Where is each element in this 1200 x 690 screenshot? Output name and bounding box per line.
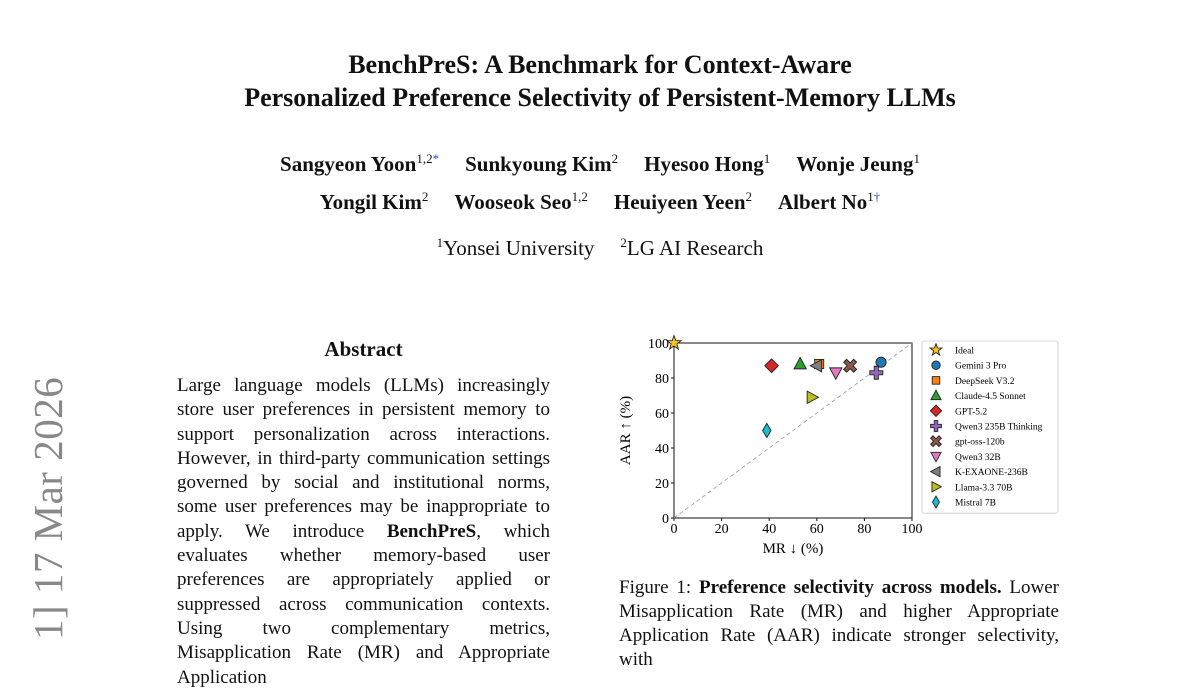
y-axis-label: AAR ↑ (%) [618,395,634,466]
legend-label: Llama-3.3 70B [955,483,1013,494]
figure-label: Figure 1: [619,577,700,598]
y-tick-label: 20 [655,477,669,492]
figure-caption-text: Lower Misapplication Rate (MR) and higher Appropriate Application Rate (AAR) indicate stronger selectivity, with [619,577,1060,670]
abstract-heading: Abstract [324,337,403,361]
author-affiliation-sup: 1,2 [571,189,588,204]
legend-label: Ideal [955,346,974,357]
title-line-2: Personalized Preference Selectivity of Persistent-Memory LLMs [244,83,956,112]
legend-label: Mistral 7B [955,498,996,509]
x-tick-label: 0 [670,522,678,537]
author-name: Sangyeon Yoon [280,152,417,176]
legend-label: gpt-oss-120b [955,437,1005,448]
point-qwen3-235b-thinking [870,366,883,379]
point-qwen3-32b [830,368,842,379]
abstract-text: Large language models (LLMs) increasingly store user preferences in persistent memory to support personalization across interactions. However, in third-party communication settings governed by social and institutional norms, some user preferences may be inappropriate to apply. We introduce [177,375,550,542]
legend-marker [932,377,940,385]
point-gemini-3-pro [876,357,886,367]
author-affiliation-sup: 1 [763,151,771,166]
point-gpt-5-2 [765,359,779,373]
point-claude-4-5-sonnet [794,358,806,369]
title-line-1: BenchPreS: A Benchmark for Context-Aware [348,50,852,79]
author-name: Sunkyoung Kim [465,152,612,176]
author-name: Heuiyeen Yeen [613,190,746,214]
abstract-body [177,374,550,690]
author-affiliation-sup: 1 [913,151,920,166]
y-tick-label: 40 [655,442,669,457]
legend-label: GPT-5.2 [955,407,988,418]
point-llama-3-3-70b [807,391,818,403]
author-affiliation-sup: 2 [611,151,619,166]
affiliations [0,236,1200,261]
author-footnote-mark: * [432,151,440,166]
point-gpt-oss-120b [844,359,857,372]
author-affiliation-sup: 2 [421,189,429,204]
figure-caption [619,576,1059,672]
author-name: Yongil Kim [319,190,422,214]
y-tick-label: 0 [662,512,669,527]
affiliation-name: LG AI Research [626,236,764,260]
affiliation-sup: 1 [436,235,444,250]
legend-label: Qwen3 32B [955,452,1001,463]
affiliation-sup: 2 [620,235,627,250]
legend-marker [932,361,940,369]
x-tick-label: 20 [714,522,729,537]
x-axis-label: MR ↓ (%) [762,541,824,557]
author-affiliation-sup: 1 [867,189,874,204]
author-name: Wonje Jeung [796,152,914,176]
legend-label: Qwen3 235B Thinking [955,422,1043,433]
x-tick-label: 40 [762,522,777,537]
legend-label: Claude-4.5 Sonnet [955,392,1026,403]
abstract-text: , which evaluates whether memory-based user preferences are appropriately applied or suppressed across communication contexts. Using two complementary metrics, Misapplication Rate (MR) and Appropriate Application [177,520,550,688]
x-tick-label: 80 [857,522,872,537]
legend-label: K-EXAONE-236B [955,468,1028,479]
author-name: Hyesoo Hong [644,152,764,176]
authors-row-1 [0,152,1200,177]
abstract-bold: BenchPreS [386,520,477,542]
x-tick-label: 60 [809,522,824,537]
y-tick-label: 60 [655,407,669,422]
author-affiliation-sup: 1,2 [416,151,433,166]
legend-label: Gemini 3 Pro [955,361,1007,372]
affiliation-name: Yonsei University [443,236,595,260]
scatter-chart [612,330,1072,560]
author-footnote-mark: † [873,189,881,204]
legend-label: DeepSeek V3.2 [955,376,1015,387]
point-mistral-7b [763,423,771,437]
y-tick-label: 80 [655,372,669,387]
author-name: Albert No [778,190,868,214]
x-tick-label: 100 [901,522,923,537]
arxiv-stamp: 1] 17 Mar 2026 [25,376,71,640]
author-name: Wooseok Seo [454,190,572,214]
figure-caption-bold: Preference selectivity across models. [699,577,1002,598]
paper-title [0,48,1200,114]
y-tick-label: 100 [648,337,669,352]
author-affiliation-sup: 2 [745,189,752,204]
authors-row-2 [0,190,1200,215]
